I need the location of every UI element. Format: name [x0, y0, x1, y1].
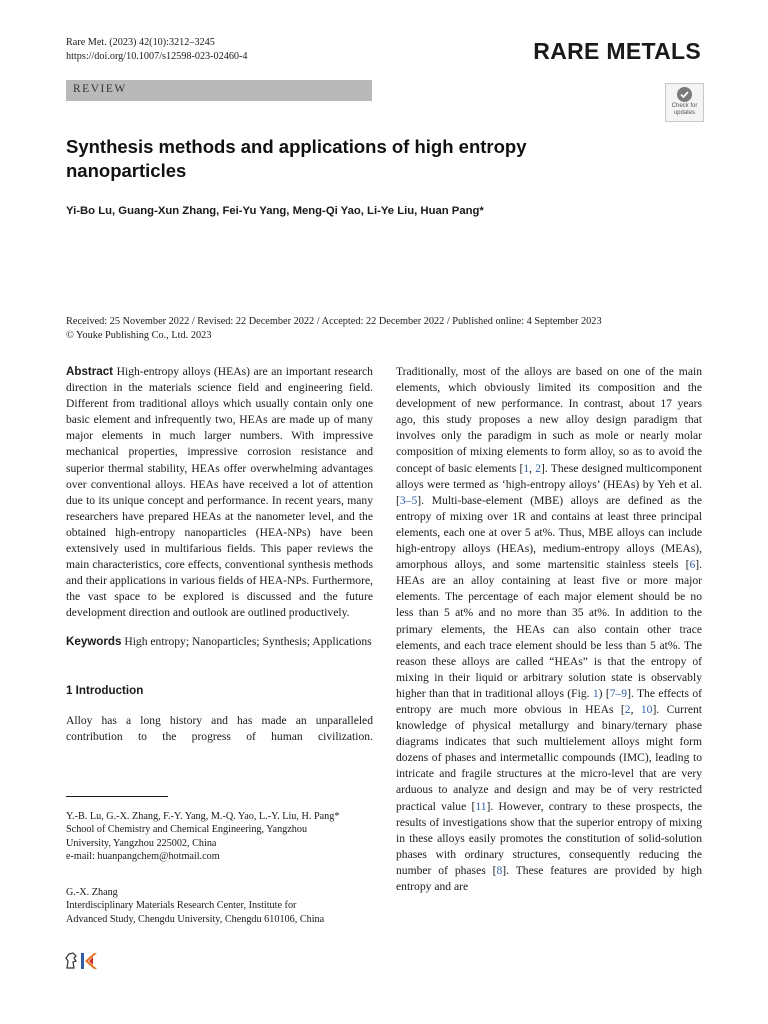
affiliation-authors: Y.-B. Lu, G.-X. Zhang, F.-Y. Yang, M.-Q. Yao, L.-Y. Liu, H. Pang*: [66, 811, 340, 822]
affiliation-block-2: [66, 886, 373, 926]
ks-logo-icon: [81, 953, 98, 969]
author-list: Yi-Bo Lu, Guang-Xun Zhang, Fei-Yu Yang, Meng-Qi Yao, Li-Ye Liu, Huan Pang*: [66, 205, 484, 217]
citation-link[interactable]: 1: [523, 461, 530, 475]
citation-link[interactable]: 2: [624, 702, 631, 716]
affiliation-institution: School of Chemistry and Chemical Engineering, Yangzhou: [66, 824, 308, 836]
affiliation-authors: G.-X. Zhang: [66, 887, 118, 898]
keywords-heading: Keywords: [66, 634, 122, 648]
springer-horse-icon: [64, 952, 79, 970]
article-title: Synthesis methods and applications of high entropy nanoparticles: [66, 136, 527, 181]
abstract-text: High-entropy alloys (HEAs) are an important research direction in the materials science field and engineering field. Different from traditional alloys which usually contain only one basic element and infrequently two, HEAs are made up of many major elements in much larger numbers. With impressive mechanical properties, impressive corrosion resistance and superior thermal stability, HEAs offer overwhelming advantages over conventional alloys. HEAs have received a lot of attention due to its unique concept and performance. In recent years, many researchers have prepared HEAs at the nanometer level, and the obtained high-entropy nanoparticles (HEA-NPs) have been extensively used in multifarious fields. This paper reviews the main characteristics, core effects, conventional synthesis methods and their applications in various fields of HEA-NPs. Furthermore, the vast space to be explored is discussed and the future development direction and outlook are outlined productively.: [66, 365, 373, 620]
citation-link[interactable]: 7–9: [609, 686, 628, 700]
keywords-text: High entropy; Nanoparticles; Synthesis; Applications: [124, 634, 372, 648]
intro-paragraph: Alloy has a long history and has made an unparalleled contribution to the progress of human civilization.: [66, 713, 373, 743]
section-heading-introduction: 1 Introduction: [66, 683, 144, 697]
journal-name: RARE METALS: [533, 38, 701, 64]
body-paragraph: Traditionally, most of the alloys are based on one of the main elements, which obviously limited its composition and the development of new performance. In contrast, about 17 years ago, this study proposes a new alloy design paradigm that involves only the paradigm in such as mole or nearly molar composition of mixing elements to form alloy, so as to avoid the concept of basic elements [1, 2]. These designed multicomponent alloys were termed as ‘high-entropy alloys’ (HEAs) by Yeh et al. [3–5]. Multi-base-element (MBE) alloys are defined as the entropy of mixing over 1R and contains at least three principal elements, each one at over 5 at%. Thus, MBE alloys can include high-entropy alloys (HEAs), medium-entropy alloys (MEAs), amorphous alloys, and some martensitic stainless steels [6]. HEAs are an alloy containing at least five or more major elements. The percentage of each major element should be no less than 5 at% and no more than 35 at%. In addition to the primary elements, the HEAs can also contain other trace elements, and each trace element should be less than 5 at%. The reason these alloys are called “HEAs” is that the entropy of mixing in their liquid or arbitrary solution state is observably higher than that in traditional alloys (Fig. 1) [7–9]. The effects of entropy are much more obvious in HEAs [2, 10]. Current knowledge of physical metallurgy and binary/ternary phase diagrams indicates that such multielement alloys might form dozens of phases and intermetallic compounds (IMC), leading to intricate and fragile structures at the micro-level that are very arduous to analyze and design and may be of very restricted practical value [11]. However, contrary to these prospects, the results of investigations show that the superior entropy of mixing in these alloys easily promotes the constitution of solid-solution phases with ordinary structures, consequently reducing the number of phases [8]. These features are provided by high entropy and are: [396, 365, 703, 893]
citation-link[interactable]: 3–5: [399, 493, 418, 507]
crossmark-icon: [675, 86, 694, 103]
journal-citation: [66, 36, 248, 63]
right-column: [396, 364, 702, 895]
citation-volume: Rare Met. (2023) 42(10):3212–3245: [66, 37, 215, 48]
publisher-logos: [64, 952, 102, 970]
citation-link[interactable]: 8: [496, 863, 503, 877]
publication-dates: Received: 25 November 2022 / Revised: 22 December 2022 / Accepted: 22 December 2022 / Published online: 4 September 2023 © Youke Publishing Co., Ltd. 2023: [66, 315, 706, 342]
citation-link[interactable]: 2: [535, 461, 542, 475]
footnote-rule: [66, 796, 168, 797]
badge-text: Check for updates: [671, 103, 698, 116]
affiliation-address: Advanced Study, Chengdu University, Chengdu 610106, China: [66, 913, 325, 925]
copyright-line: © Youke Publishing Co., Ltd. 2023: [66, 329, 212, 341]
citation-link[interactable]: 6: [689, 558, 696, 572]
keywords: [66, 634, 373, 650]
check-for-updates-badge[interactable]: [665, 83, 704, 122]
affiliation-address: University, Yangzhou 225002, China: [66, 837, 217, 849]
section-label: REVIEW: [73, 83, 127, 95]
doi-link[interactable]: https://doi.org/10.1007/s12598-023-02460-4: [66, 50, 248, 62]
left-column: [66, 364, 373, 745]
abstract: [66, 364, 373, 622]
section-banner: [66, 80, 372, 101]
affiliation-block-1: [66, 810, 373, 864]
citation-link[interactable]: 11: [475, 799, 487, 813]
corresponding-email[interactable]: e-mail: huanpangchem@hotmail.com: [66, 851, 220, 863]
figure-link[interactable]: 1: [592, 686, 599, 700]
citation-link[interactable]: 10: [640, 702, 653, 716]
affiliation-institution: Interdisciplinary Materials Research Center, Institute for: [66, 900, 297, 912]
abstract-heading: Abstract: [66, 365, 114, 378]
